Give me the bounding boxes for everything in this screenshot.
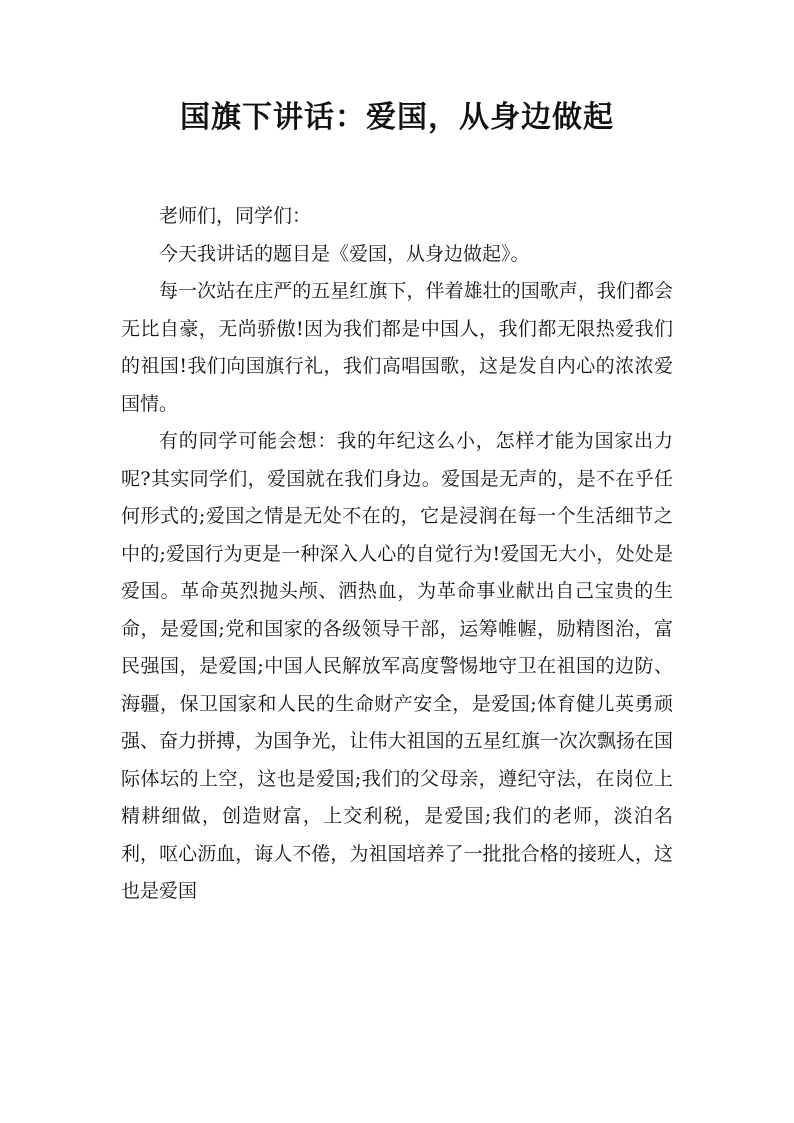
body-paragraph: 有的同学可能会想：我的年纪这么小，怎样才能为国家出力呢?其实同学们，爱国就在我们身边。爱国是无声的，是不在乎任何形式的;爱国之情是无处不在的，它是浸润在每一个生活细节之中的;爱国行为更是一种深入人心的自觉行为!爱国无大小，处处是爱国。革命英烈抛头颅、洒热血，为革命事业献出自己宝贵的生命，是爱国;党和国家的各级领导干部，运筹帷幄，励精图治，富民强国，是爱国;中国人民解放军高度警惕地守卫在祖国的边防、海疆，保卫国家和人民的生命财产安全，是爱国;体育健儿英勇顽强、奋力拼搏，为国争光，让伟大祖国的五星红旗一次次飘扬在国际体坛的上空，这也是爱国;我们的父母亲，遵纪守法，在岗位上精耕细做，创造财富，上交利税，是爱国;我们的老师，淡泊名利，呕心沥血，诲人不倦，为祖国培养了一批批合格的接班人，这也是爱国 [121,430,673,902]
body-paragraph: 每一次站在庄严的五星红旗下，伴着雄壮的国歌声，我们都会无比自豪，无尚骄傲!因为我们都是中国人，我们都无限热爱我们的祖国!我们向国旗行礼，我们高唱国歌，这是发自内心的浓浓爱国情。 [121,280,673,415]
topic-paragraph: 今天我讲话的题目是《爱国，从身边做起》。 [159,242,530,265]
greeting-paragraph: 老师们，同学们： [159,205,312,227]
page-title: 国旗下讲话：爱国，从身边做起 [180,100,614,135]
document-body [121,198,673,911]
